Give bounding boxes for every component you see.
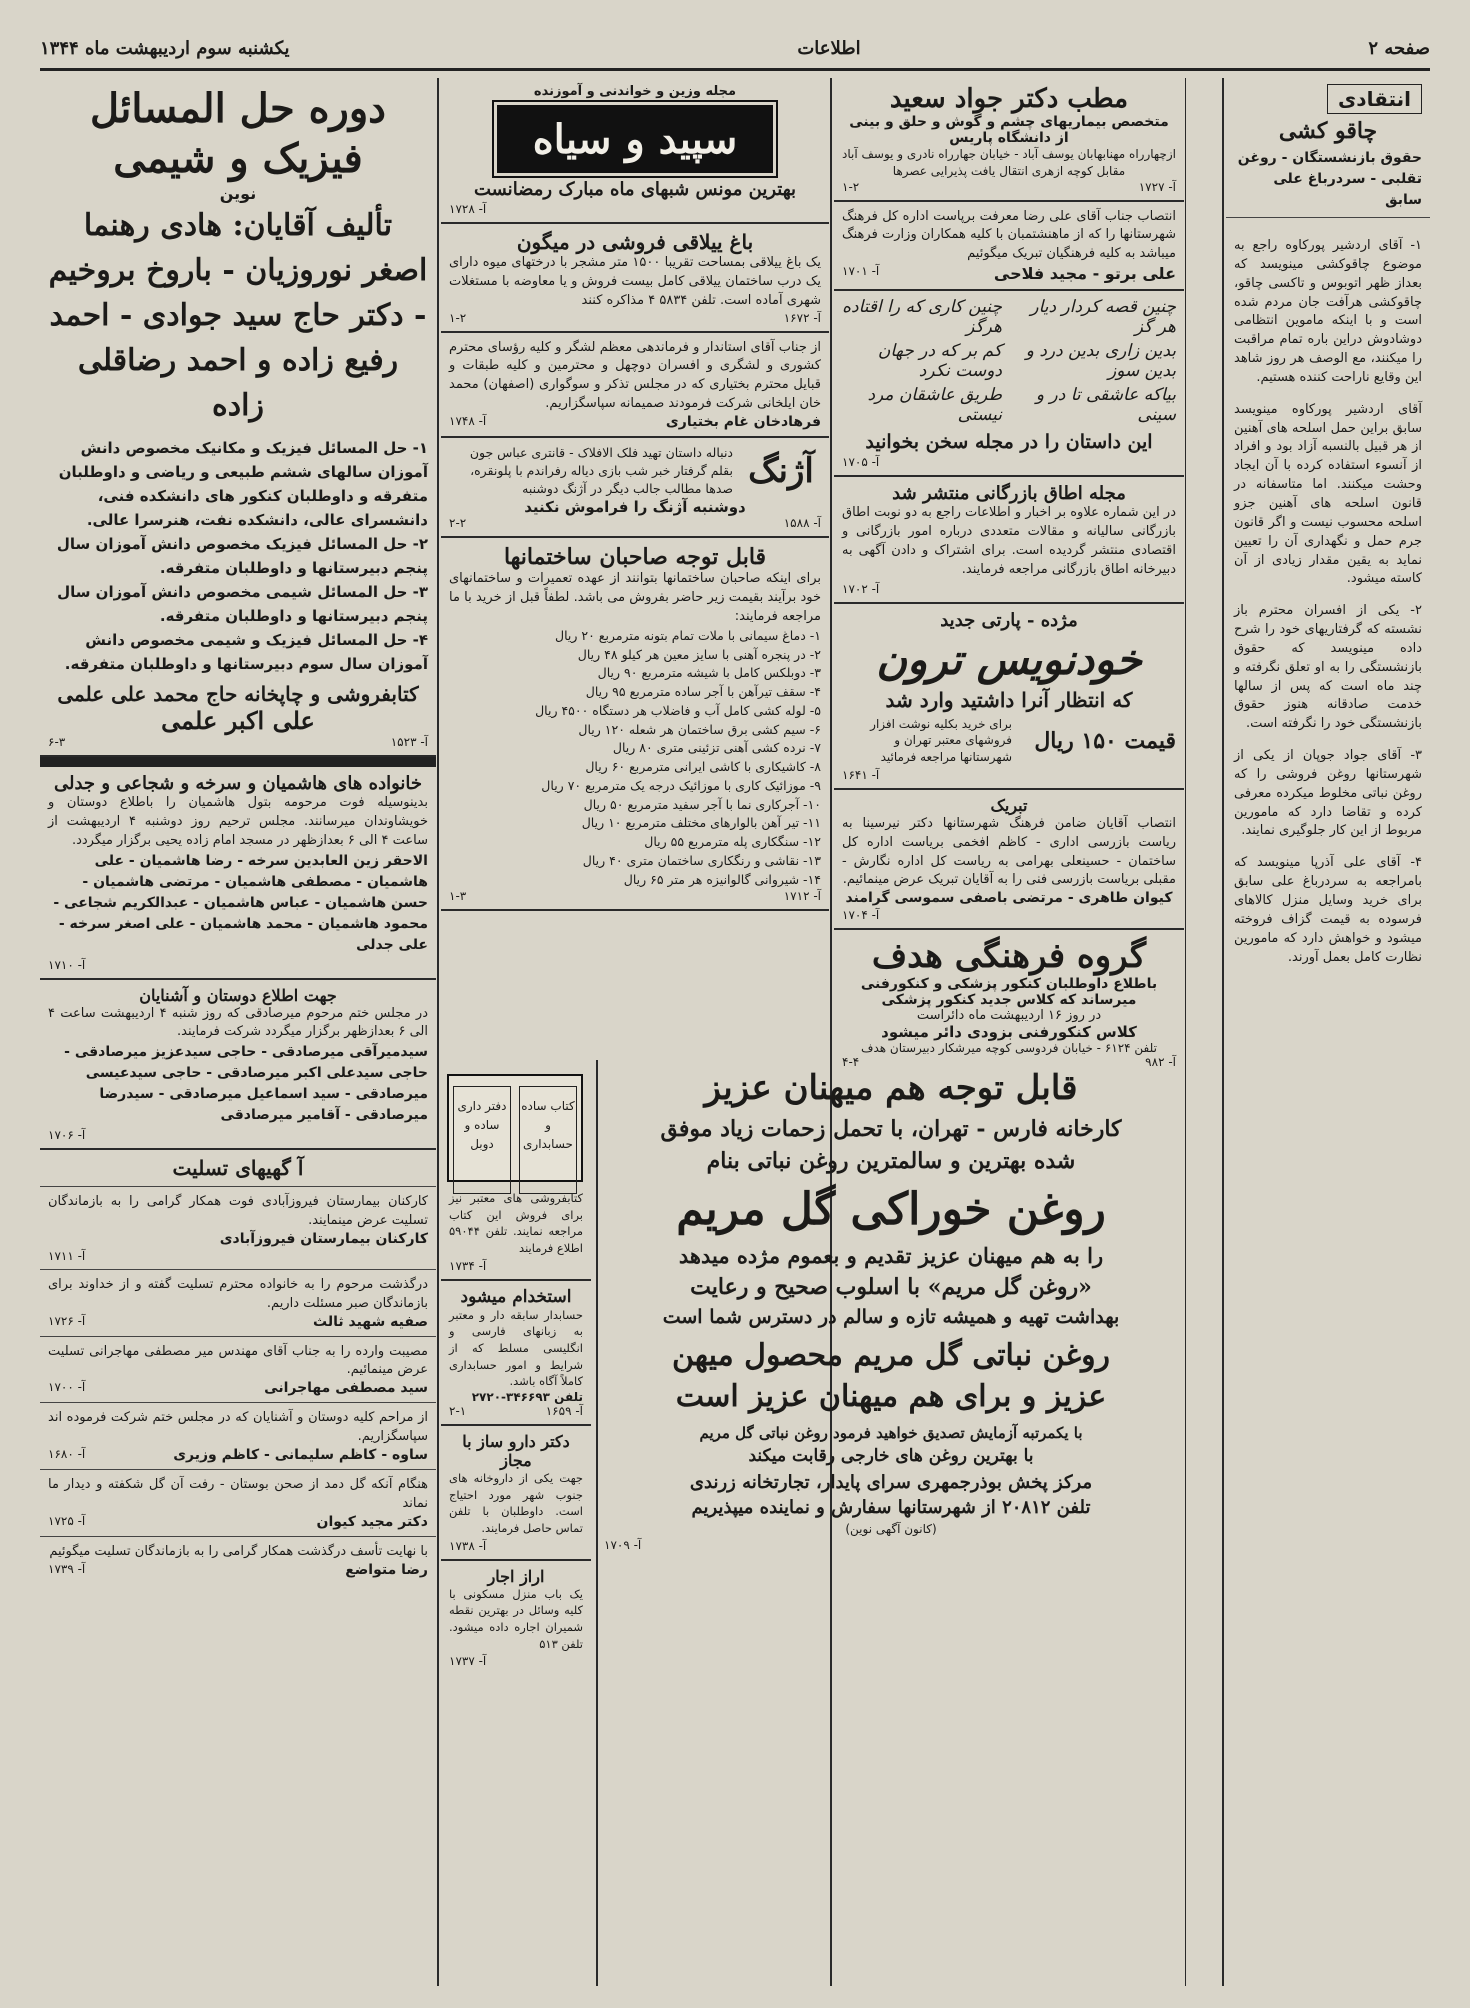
builders-item: ۴- سقف تیرآهن با آجر ساده مترمربع ۹۵ ریال [585,684,821,700]
magazine-text: در این شماره علاوه بر اخبار و اطلاعات راجع به دو نوبت اطاق بازرگانی سالیانه و مقالات متعددی درباره امور بازرگانی و اقتصادی منتشر گردیده است. برای اشتراک و دادن آگهی به دبیرخانه اطاق بازرگانی مراجعه فرمایند. [842,505,1176,577]
condolence-text: کارکنان بیمارستان فیروزآبادی فوت همکار گرامی را به بازماندگان تسلیت عرض مینمایند. [48,1194,428,1229]
ad-code: آ- ۱۷۴۸ [449,413,487,428]
garden-title: باغ ییلاقی فروشی در میگون [516,230,754,254]
condolence-text: از مراحم کلیه دوستان و آشنایان که در مجلس ختم شرکت فرموده اند سپاسگزاریم. [48,1410,428,1445]
builders-item: ۱۲- سنگکاری پله مترمربع ۵۵ ریال [644,834,821,850]
article-paragraph: ۴- آقای علی آذرپا مینویسد که بامراجعه به سردرباغ علی سابق برای خرید وسایل منزل کالاهای فرسوده به قیمت گزاف فروخته میشود و خواهش دارد که مامورین نظارت کامل بعمل آورند. [1234,855,1422,965]
ad-code: آ- ۹۸۲ [1145,1055,1176,1070]
party-brand: خودنویس ترون [876,634,1142,684]
clinic-title: مطب دکتر جواد سعید [889,84,1129,114]
builders-item: ۹- موزائیک کاری با موزائیک درجه یک مترمربع ۷۰ ریال [541,777,821,793]
builders-item: ۲- در پنجره آهنی با سایز معین هر کیلو ۴۸ ریال [577,646,821,662]
article-title: چاقو کشی [1278,118,1378,144]
party-title: مژده - پارتی جدید [940,609,1078,631]
condolence-signature: دکتر مجید کیوان [316,1513,428,1530]
ad-code: آ- ۱۷۰۵ [842,455,880,470]
hire-phone: تلفن ۳۴۶۶۹۳-۲۷۲۰ [471,1390,583,1405]
doctor-text: جهت یکی از داروخانه های جنوب شهر مورد احتیاج است. داوطلبان با تلفن تماس حاصل فرمایند. [449,1471,583,1536]
rent-text: یک باب منزل مسکونی با کلیه وسائل در بهترین نقطه شمیران اجاره داده میشود. تلفن ۵۱۳ [449,1586,583,1651]
article-byline: حقوق بازنشستگان - روغن تقلبی - سردرباغ علی سابق [1237,150,1422,208]
ad-line: مرکز پخش بوذرجمهری سرای پایدار، تجارتخانه زرندی [689,1472,1093,1493]
column-critique [1226,78,1430,1986]
azhang-title: آژنگ [748,451,814,492]
clinic-address: ازچهارراه مهنابهابان یوسف آباد - خیابان جهارراه نادری و یوسف آباد مقابل کوچه ازهری انتقال یافت پذیرایی عصرها [841,147,1176,178]
builders-item: ۸- کاشیکاری با کاشی ایرانی مترمربع ۶۰ ریال [585,759,821,775]
group-sub: کلاس کنکورفنی بزودی دائر میشود [881,1023,1137,1042]
hire-title: استخدام میشود [460,1286,572,1307]
course-authors: تألیف آقایان: هادی رهنما اصغر نوروزیان - باروخ بروخیم - دکتر حاج سید جوادی - احمد رفیع زاده و احمد رضاقلی زاده [48,208,428,423]
azhang-reminder: دوشنبه آژنگ را فراموش نکنید [524,498,746,517]
ad-code: آ- ۱۷۰۶ [48,1128,86,1143]
ad-code: آ- ۱۷۰۱ [842,264,880,279]
column-ads-4 [40,78,436,1986]
page-number: صفحه ۲ [1368,37,1430,59]
paper-name: اطلاعات [797,37,861,59]
ad-code: آ- ۱۷۰۹ [604,1538,642,1552]
article-paragraph: ۲- یکی از افسران محترم باز نشسته که گرفتاریهای خود را شرح داده مینویسد که حقوق بازنشستگی را به او تعلق نگرفته و چند ماه است که پس از سالها خدمت صادقانه هنوز حقوق بازنشستگی خود را نگرفته است. [1234,603,1422,732]
condolence-text: با نهایت تأسف درگذشت همکار گرامی را به بازماندگان تسلیت میگوئیم [49,1543,428,1559]
tabrik-text: انتصاب آقایان ضامن فرهنگ شهرستانها دکتر نیرسینا به ریاست بازرسی اداری - کاظم افخمی بریاست اداره کل ساختمان - حسینعلی بهرامی به ریاست کل اداره نگارش - مقبلی بریاست بازرسی فنی را به آقایان تبریک عرض مینمائیم. [842,815,1176,888]
article-paragraph: ۱- آقای اردشیر پورکاوه راجع به موضوع چاقوکشی مینویسد که بعداز ظهر اتوبوس و تاکسی چاقو، چاقوکشی هرآفت جان مردم شده است و با اینکه ماموین انتظامی دوشادوش دراین باره تمام مراقبت را میکنند، مع الوصف هر روز شاهد این وقایع ناراحت کننده هستیم. [1234,238,1422,385]
party-where: برای خرید بکلیه نوشت افزار فروشهای معتبر تهران و شهرستانها مراجعه فرمائید [870,716,1012,765]
course-publisher: کتابفروشی و چاپخانه حاج محمد علی علمی [57,682,419,706]
book-page-right: کتاب ساده و حسابداری [519,1086,577,1194]
condolence-signature: کارکنان بیمارستان فیروزآبادی [219,1230,428,1247]
ad-code: ۱-۲ [842,179,860,194]
group-title: گروه فرهنگی هدف [871,936,1147,977]
ad-line: بهداشت تهیه و همیشه تازه و سالم در دسترس شما است [662,1306,1120,1328]
condolence-heading: آ گهیهای تسلیت [172,1156,304,1181]
divider-bar [40,757,436,767]
ad-code: آ- ۱۷۰۲ [842,581,880,596]
ad-line: را به هم میهنان عزیز تقدیم و بعموم مژده میدهد [678,1243,1104,1268]
ad-code: آ- ۱۷۰۰ [48,1380,86,1395]
tabrik-signature: کیوان طاهری - مرتضی باصفی سموسی گرامند [845,890,1173,907]
book-page-left: دفتر داری ساده و دوبل [453,1086,511,1194]
doctor-title: دکتر دارو ساز با مجاز [462,1432,570,1471]
ad-code: آ- ۱۶۸۰ [48,1446,86,1461]
poem-line: چنین قصه کردار دیار هر گز [1030,297,1176,338]
poem-line: طریق عاشقان مرد نیستی [867,385,1002,426]
poem-line: چنین کاری که را اقتاده هرگز [842,297,1002,338]
family-names: الاحقر زین العابدین سرخه - رضا هاشمیان - علی هاشمیان - مصطفی هاشمیان - مرتضی هاشمیان - حسن هاشمیان - عباس هاشمیان - عبدالکریم شجاعی - محمود هاشمیان - محمد هاشمیان - علی اصغر سرخه - علی جدلی [53,852,428,953]
builders-item: ۵- لوله کشی کامل آب و فاضلاب هر دستگاه ۴۵۰۰ ریال [535,702,821,718]
builders-item: ۱۴- شیروانی گالوانیزه هر متر ۶۵ ریال [623,871,821,887]
garden-text: یک باغ ییلاقی بمساحت تقریبا ۱۵۰۰ متر مشجر با درختهای میوه دارای یک درب ساختمان ییلاقی کامل بیست فروش و یا معاوضه با مستغلات شهری آماده است. تلفن ۵۸۳۴ ۴ مذاکره کنند [449,255,822,308]
ad-code: آ- ۱۷۱۱ [48,1248,86,1263]
builders-item: ۱۱- تیر آهن بالوارهای مختلف مترمربع ۱۰ ریال [581,815,821,831]
party-sub: که انتظار آنرا داشتید وارد شد [885,687,1133,712]
ad-code: آ- ۱۷۳۴ [449,1258,487,1273]
seyah-logo: سپید و سیاه [497,105,773,173]
article-paragraph: آقای اردشیر پورکاوه مینویسد سابق براین حمل اسلحه های آهنین از هر قبیل بالنسبه آزاد بود و افراد از آنسوء استفاده کرده با آن ایجاد وحشت میکنند. اما متاسفانه در قانون اسلحه های آهنین جزو اسلحه محسوب نیست و اگر قانون جرم حمل و نگهداری آن را تعیین نماید به یقین مقدار زیادی از آن کاسته میشود. [1234,401,1422,587]
ad-code: آ- ۱۷۲۶ [48,1313,86,1328]
poem-line: بیاکه عاشقی تا در و سینی [1035,385,1176,426]
poem [842,297,1176,425]
family-title: خانواده های هاشمیان و سرخه و شجاعی و جدلی [53,773,423,794]
poem-line: کم بر که در جهان دوست نکرد [877,341,1002,382]
article-paragraph: ۳- آقای جواد جوپان از یکی از شهرستانها روغن فروشی را که روغن نباتی مخلوط میکرده معرفی کرده و تقاضا دارد که مامورین مربوط از این کار جلوگیری نمایند. [1234,748,1422,839]
ad-code: آ- ۱۶۴۱ [842,767,880,782]
friends-names: سیدمیرآقی میرصادقی - حاجی سیدعزیز میرصادقی - حاجی سیدعلی اکبر میرصادقی - حاجی سیدعیسی میرصادقی - سید اسماعیل میرصادقی - سیدرضا میرصادقی - آقامیر میرصادقی [64,1044,428,1124]
group-date: در روز ۱۶ اردیبهشت ماه دائراست [916,1008,1102,1024]
azhang-text: دنباله داستان تهید فلک الافلاک - قانتری عباس جون بقلم گرفتار خبر شب بازی دیاله رفراندم با پلونقره، صدها مطالب جالب دیگر در آژنگ دوشنبه [469,444,733,497]
ad-code: آ- ۱۷۲۵ [48,1513,86,1528]
condolence-signature: ساوه - کاظم سلیمانی - کاظم وزیری [173,1446,428,1463]
ad-agency: (کانون آگهی نوین) [845,1522,937,1536]
book-text: کتابفروشی های معتبر نیز برای فروش این کتاب مراجعه نمایند. تلفن ۵۹۰۴۴ اطلاع فرمایند [449,1191,583,1256]
ad-code: آ- ۱۷۲۷ [1138,179,1176,194]
ad-headline: قابل توجه هم میهنان عزیز [704,1068,1078,1108]
hire-text: حسابدار سابقه دار و معتبر به زبانهای فارسی و انگلیسی مسلط که از شرایط و امور حسابداری کاملاً آگاه باشد. [449,1307,583,1389]
clinic-sub: متخصص بیماریهای چشم و گوش و حلق و بینی از دانشگاه پاریس [849,114,1169,146]
party-price: قیمت ۱۵۰ ریال [1034,727,1176,754]
course-sub: نوین [219,184,257,203]
ad-line: عزیز و برای هم میهنان عزیز است [675,1379,1107,1414]
thanks-text: از جناب آقای استاندار و فرماندهی معظم لشگر و کلیه رؤسای محترم کشوری و لشگری و افسران دوچهل و محترمین و کلیه طبقات و قبایل محترم بختیاری که در مجلس تذکر و سوگواری (اصفهان) محمد خان ایلخانی شرکت فرمودند صمیمانه سپاسگزاریم. [449,339,821,412]
builders-item: ۶- سیم کشی برق ساختمان هر شعله ۱۲۰ ریال [578,721,821,737]
ad-code: ۶-۳ [48,735,66,749]
condolence-text: مصیبت وارده را به جناب آقای مهندس میر مصطفی مهاجرانی تسلیت عرض مینمائیم. [48,1343,428,1378]
ad-code: آ- ۱۵۸۸ [783,516,821,531]
builders-item: ۱- دماغ سیمانی با ملات تمام بتونه مترمربع ۲۰ ریال [555,627,821,643]
builders-item: ۱۰- آجرکاری نما با آجر سفید مترمربع ۵۰ ریال [583,796,821,812]
ad-line: کارخانه فارس - تهران، با تحمل زحمات زیاد موفق [660,1116,1122,1142]
condolence-text: درگذشت مرحوم را به خانواده محترم تسلیت گفته و از خداوند برای بازماندگان صبر مسئلت داریم. [48,1276,428,1311]
builders-item: ۱۳- نقاشی و رنگکاری ساختمان متری ۴۰ ریال [582,852,821,868]
gol-maryam-ad [596,1060,1184,1986]
condolence-text: هنگام آنکه گل دمد از صحن بوستان - رفت آن گل شکفته و دیدار ما نماند [48,1476,428,1511]
ad-line: شده بهترین و سالمترین روغن نباتی بنام [706,1148,1076,1174]
ad-code: آ- ۱۷۱۲ [783,889,821,904]
rent-title: اراز اجار [487,1566,545,1586]
ad-code: ۲-۱ [449,1404,467,1419]
course-item: ۴- حل المسائل فیزیک و شیمی مخصوص دانش آموزان سال سوم دبیرستانها و داوطلبان متفرقه. [64,631,428,673]
column-rule [437,78,439,1986]
ad-line: تلفن ۲۰۸۱۲ از شهرستانها سفارش و نماینده میپذیریم [691,1497,1091,1518]
ad-code: آ- ۱۷۳۹ [48,1561,86,1576]
builders-item: ۳- دوبلکس کامل با شیشه مترمربع ۹۰ ریال [597,665,821,681]
thanks-signature: فرهادخان غام بختیاری [665,413,821,430]
column-small-ads [441,1060,591,1986]
condolence-signature: صفیه شهید ثالث [313,1313,428,1330]
ad-line: «روغن گل مریم» با اسلوب صحیح و رعایت [690,1274,1092,1300]
ad-code: آ- ۱۷۳۸ [449,1538,487,1553]
ad-line: روغن نباتی گل مریم محصول میهن [671,1338,1111,1373]
friends-title: جهت اطلاع دوستان و آشنایان [139,985,337,1005]
ad-code: آ- ۱۷۰۴ [842,908,880,923]
group-address: تلفن ۶۱۲۴ - خیابان فردوسی کوچه میرشکار دبیرستان هدف [861,1041,1157,1056]
ad-code: آ- ۱۵۲۳ [390,735,428,749]
builders-text: برای اینکه صاحبان ساختمانها بتوانند از عهده تعمیرات و ساختمانهای خود برآیند بقیمت زیر حاضر بفروش می باشد. لطفاً قبل از خرید با ما مراجعه فرمایند: [449,571,821,624]
builders-title: قابل توجه صاحبان ساختمانها [503,544,767,571]
ad-code: آ- ۱۷۱۰ [48,957,86,972]
friends-text: در مجلس ختم مرحوم میرصادقی که روز شنبه ۴ اردیبهشت ساعت ۴ الی ۶ بعدازظهر برگزار میگردد شرکت فرمایند. [48,1005,428,1040]
ad-code: آ- ۱۷۲۸ [449,202,487,216]
course-item: ۱- حل المسائل فیزیک و مکانیک مخصوص دانش آموزان سالهای ششم طبیعی و ریاضی و داوطلبان متفرقه و داوطلبان کنکور های دانشکده فنی، دانشسرای عالی، دانشکده نفت، هنرسرا عالی. [58,439,428,529]
course-item: ۲- حل المسائل فیزیک مخصوص دانش آموزان سال پنجم دبیرستانها و داوطلبان متفرقه. [56,535,428,577]
ad-line: با یکمرتبه آزمایش تصدیق خواهید فرمود روغن نباتی گل مریم [699,1424,1083,1442]
ad-code: ۲-۲ [449,516,467,531]
poem-headline: این داستان را در مجله سخن بخوانید [865,431,1153,454]
family-text: بدینوسیله فوت مرحومه بتول هاشمیان را باطلاع دوستان و خویشاوندان میرسانند. مجلس ترحیم روز دوشنبه ۴ اردیبهشت از ساعت ۴ الی ۶ بعدازظهر در مسجد امام زاده یحیی برگزار میگردد. [48,795,428,848]
ad-code: آ- ۱۶۵۹ [545,1404,583,1419]
page-date: یکشنبه سوم اردیبهشت ماه ۱۳۴۴ [40,37,290,59]
group-text: باطلاع داوطلبان کنکور پزشکی و کنکورفنی میرساند که کلاس جدید کنکور پزشکی [860,976,1158,1009]
condolence-signature: سید مصطفی مهاجرانی [264,1380,428,1397]
appointment-signature: علی برتو - مجید فلاحی [993,264,1176,284]
section-heading: انتقادی [1327,84,1422,114]
tabrik-title: تبریک [990,795,1028,815]
book-illustration [447,1074,583,1182]
ad-code: ۱-۲ [449,310,467,325]
builders-item: ۷- نرده کشی آهنی تزئینی متری ۸۰ ریال [612,740,821,756]
column-rule [1222,78,1224,1986]
ad-code: ۱-۳ [449,889,467,904]
ad-line: با بهترین روغن های خارجی رقابت میکند [748,1446,1034,1466]
course-publisher-name: علی اکبر علمی [161,706,315,735]
seyah-text: بهترین مونس شبهای ماه مبارک رمضانست [473,179,797,200]
condolence-signature: رضا متواضع [345,1561,428,1578]
seyah-tagline: مجله وزین و خواندنی و آموزنده [533,84,737,99]
appointment-text: انتصاب جناب آقای علی رضا معرفت برپاست اداره کل فرهنگ شهرستانها را که از ماهنشتمبان با کلیه همکاران وزارت فرهنگ میباشد به کلیه فرهنگیان تبریک میگوئیم [842,208,1176,262]
poem-line: بدین زاری بدین درد و بدین سوز [1025,341,1176,382]
magazine-title: مجله اطاق بازرگانی منتشر شد [892,483,1126,505]
course-item: ۳- حل المسائل شیمی مخصوص دانش آموزان سال پنجم دبیرستانها و داوطلبان متفرقه. [57,583,428,625]
ad-code: آ- ۱۶۷۲ [783,310,821,325]
masthead [40,28,1430,71]
course-title: دوره حل المسائل فیزیک و شیمی [90,85,386,182]
ad-code: آ- ۱۷۳۷ [449,1654,487,1669]
column-rule [1185,78,1186,1986]
ad-code: ۴-۴ [842,1055,860,1070]
ad-brand: روغن خوراکی گل مریم [676,1184,1106,1235]
